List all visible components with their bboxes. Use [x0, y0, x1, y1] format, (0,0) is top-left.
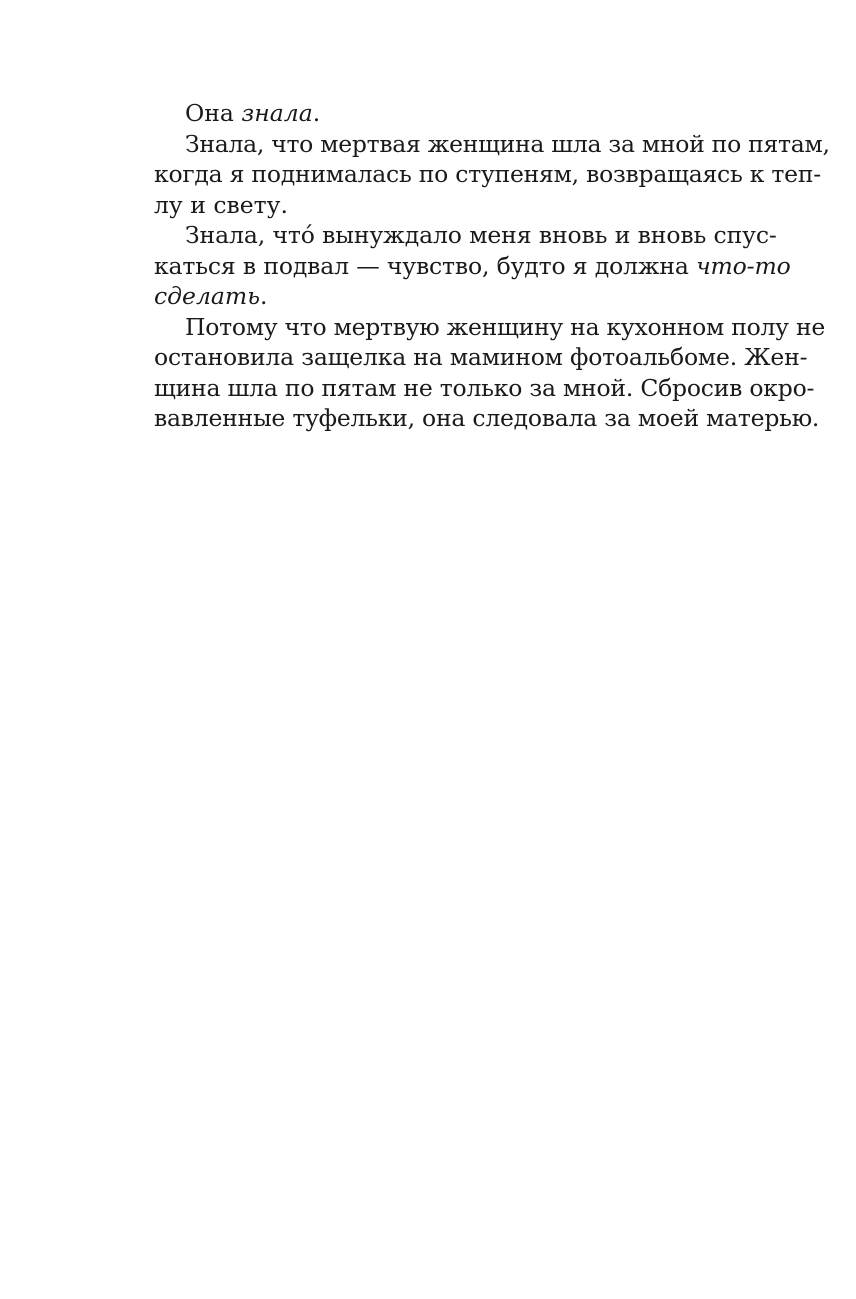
text-run: Знала, чтó вынуждало меня вновь и вновь спус- [185, 221, 777, 249]
paragraph-line [154, 220, 777, 251]
text-run: Знала, что мертвая женщина шла за мной по пятам, [185, 129, 830, 158]
paragraph-line [154, 190, 750, 221]
text-run: . [260, 282, 268, 310]
paragraph-line [154, 281, 750, 312]
text-run: Потому что мертвую женщину на кухонном полу не [185, 312, 825, 341]
text-run: когда я поднималась по ступеням, возвращаясь к теп- [154, 160, 821, 188]
italic-text-run: сделать [154, 282, 261, 310]
paragraph-line [154, 312, 825, 343]
text-run: . [312, 99, 321, 127]
paragraph-line [154, 98, 750, 129]
paragraph-line [154, 403, 820, 434]
paragraph-line [154, 342, 808, 373]
text-run: Она [185, 99, 242, 127]
italic-text-run: что-то [696, 251, 791, 280]
body-text [154, 98, 830, 434]
paragraph-line [154, 129, 830, 160]
italic-text-run: знала [241, 99, 313, 127]
text-run: вавленные туфельки, она следовала за моей матерью. [154, 404, 820, 432]
text-run: щина шла по пятам не только за мной. Сбросив окро- [154, 373, 815, 402]
text-run: остановила защелка на мамином фотоальбоме. Жен- [154, 343, 808, 371]
text-run: лу и свету. [154, 190, 288, 219]
paragraph-line [154, 373, 815, 404]
text-run: каться в подвал — чувство, будто я должна [154, 251, 697, 280]
paragraph-line [154, 251, 791, 282]
paragraph-line [154, 159, 821, 190]
